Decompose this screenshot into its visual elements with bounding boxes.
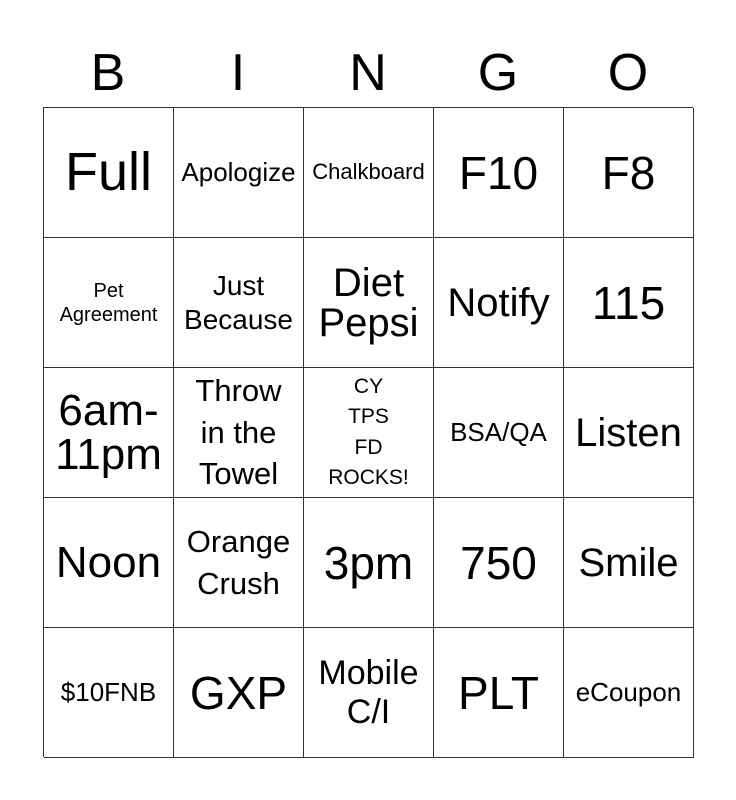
header-letter-g: G: [477, 44, 519, 102]
cell-text: PLT: [458, 666, 539, 719]
cell-text: Apologize: [181, 157, 296, 188]
bingo-cell[interactable]: [44, 498, 174, 628]
cell-text: 3pm: [323, 536, 414, 589]
cell-text: eCoupon: [575, 677, 682, 708]
bingo-cell[interactable]: [44, 628, 174, 758]
cell-text: Pet Agreement: [59, 279, 158, 326]
cell-text: Mobile C/I: [318, 654, 419, 731]
cell-text: F10: [458, 146, 539, 199]
bingo-cell[interactable]: [434, 498, 564, 628]
cell-text: Noon: [55, 537, 162, 587]
bingo-cell[interactable]: [434, 238, 564, 368]
header-letter-b: B: [90, 44, 126, 102]
cell-text: 750: [460, 536, 537, 589]
cell-text: Listen: [575, 410, 682, 455]
cell-text: GXP: [189, 666, 288, 719]
cell-text: BSA/QA: [450, 417, 547, 448]
bingo-cell[interactable]: [564, 238, 694, 368]
cell-text: Throw in the Towel: [195, 372, 282, 492]
header-letter-o: O: [607, 44, 649, 102]
cell-text: Smile: [578, 540, 679, 585]
bingo-cell[interactable]: [174, 628, 304, 758]
cell-text: F8: [601, 146, 656, 199]
bingo-cell[interactable]: [564, 498, 694, 628]
cell-text: Just Because: [184, 269, 293, 335]
cell-text: Notify: [447, 280, 550, 325]
bingo-cell[interactable]: [304, 368, 434, 498]
cell-text: Diet Pepsi: [318, 260, 419, 345]
cell-text: Orange Crush: [186, 523, 291, 601]
bingo-cell[interactable]: [304, 628, 434, 758]
bingo-cell[interactable]: [564, 368, 694, 498]
bingo-cell[interactable]: [44, 238, 174, 368]
bingo-cell[interactable]: [304, 498, 434, 628]
bingo-cell[interactable]: [44, 368, 174, 498]
bingo-cell[interactable]: [564, 108, 694, 238]
bingo-cell[interactable]: [304, 238, 434, 368]
cell-text: Chalkboard: [312, 159, 425, 185]
cell-text: 115: [591, 276, 666, 329]
header-letter-n: N: [349, 44, 387, 102]
cell-text: CY TPS FD ROCKS!: [328, 374, 409, 489]
bingo-header: [43, 40, 693, 106]
bingo-cell[interactable]: [434, 368, 564, 498]
bingo-cell[interactable]: [434, 108, 564, 238]
cell-text: 6am- 11pm: [55, 385, 162, 479]
bingo-cell[interactable]: [304, 108, 434, 238]
bingo-cell[interactable]: [564, 628, 694, 758]
cell-text: Full: [64, 142, 152, 203]
bingo-cell[interactable]: [174, 498, 304, 628]
bingo-board: [43, 107, 693, 757]
header-letter-i: I: [230, 44, 246, 102]
bingo-cell[interactable]: [44, 108, 174, 238]
bingo-cell[interactable]: [174, 368, 304, 498]
bingo-cell[interactable]: [434, 628, 564, 758]
bingo-cell[interactable]: [174, 238, 304, 368]
bingo-cell[interactable]: [174, 108, 304, 238]
cell-text: $10FNB: [60, 677, 157, 708]
